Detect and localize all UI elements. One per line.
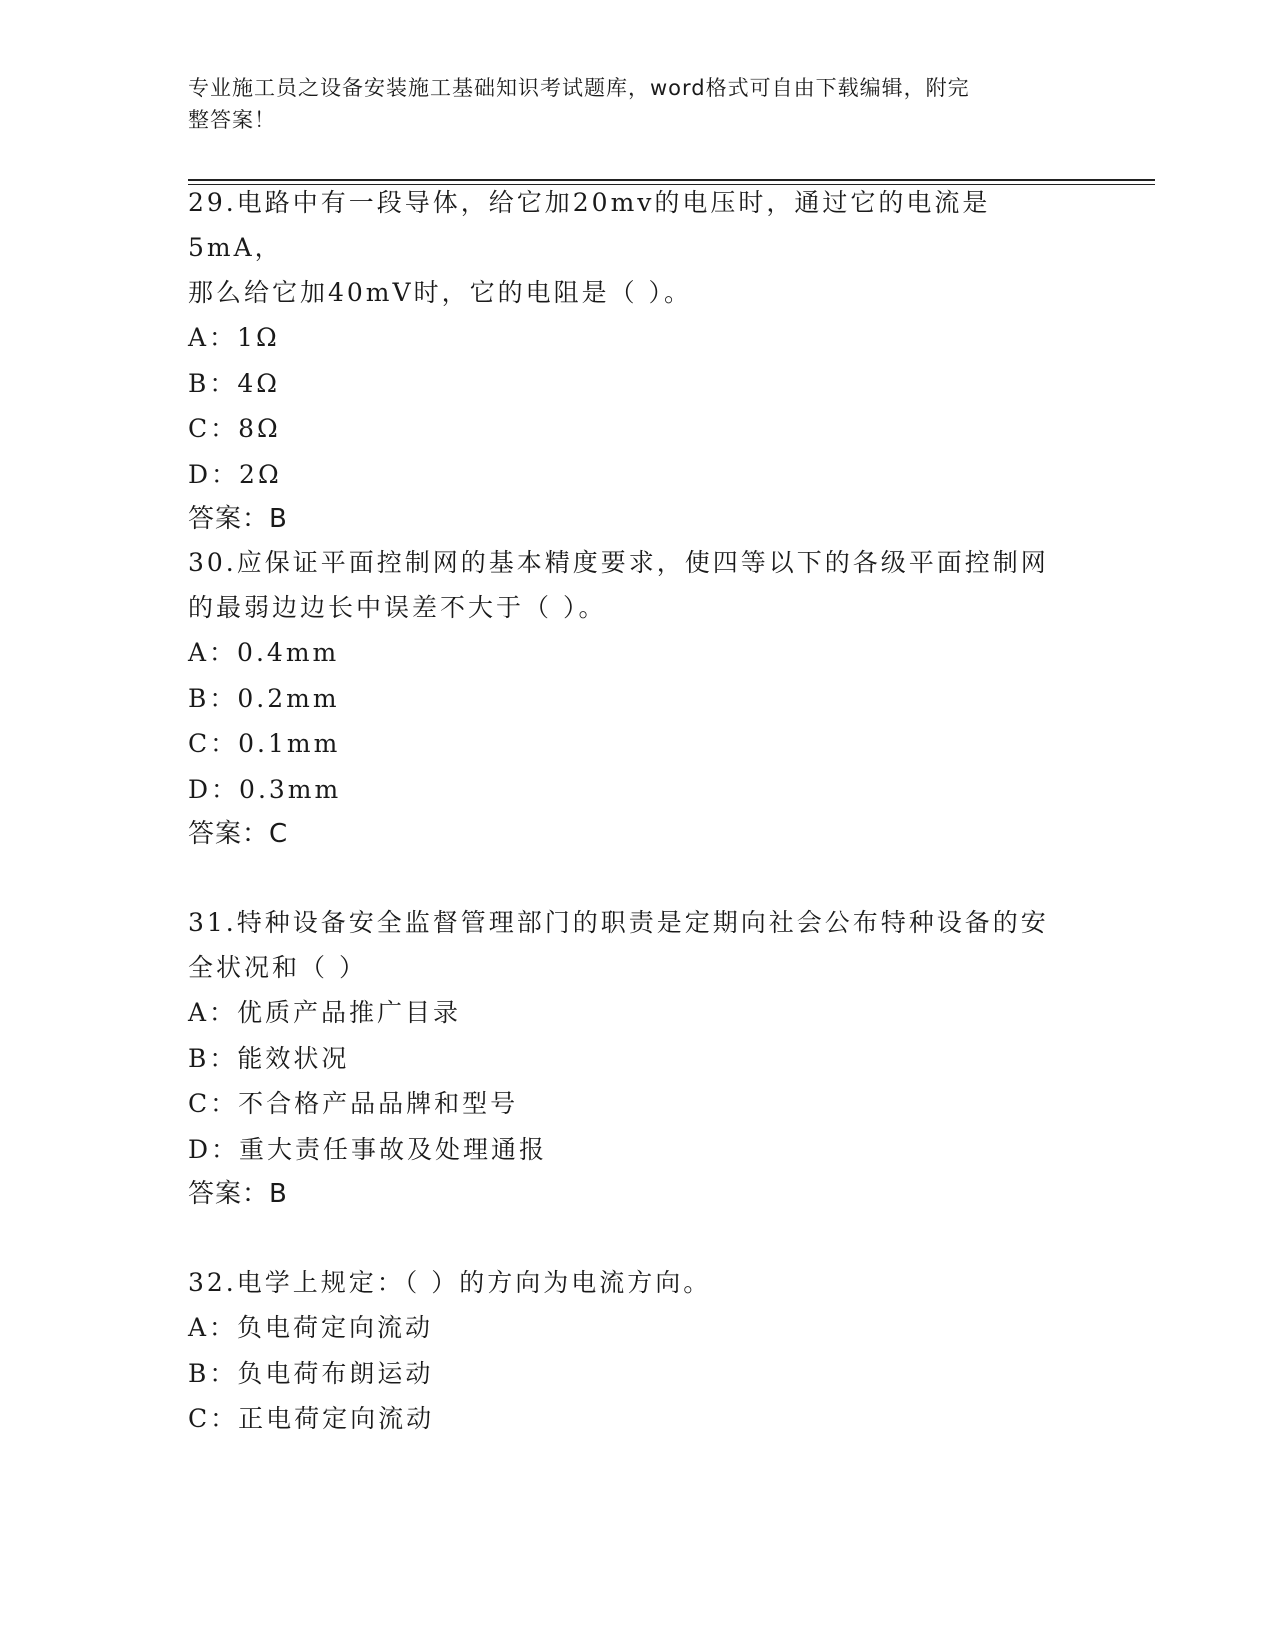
option-b: B：4Ω	[188, 368, 281, 398]
question-31	[188, 900, 1078, 1217]
question-32	[188, 1260, 1078, 1442]
question-stem-line: 32.电学上规定：（ ）的方向为电流方向。	[188, 1268, 712, 1297]
option-d: D：重大责任事故及处理通报	[188, 1134, 548, 1164]
option-c: C：8Ω	[188, 414, 281, 443]
answer-label: 答案：B	[188, 1179, 288, 1209]
option-a: A：0.4mm	[188, 638, 340, 667]
option-a: A：1Ω	[188, 323, 280, 352]
question-stem-line: 全状况和（ ）	[188, 953, 367, 982]
question-stem-line: 的最弱边边长中误差不大于（ ）。	[188, 593, 607, 622]
question-stem-line: 31.特种设备安全监督管理部门的职责是定期向社会公布特种设备的安	[188, 908, 1049, 937]
header-line-2: 整答案！	[188, 108, 276, 132]
question-stem-line: 30.应保证平面控制网的基本精度要求，使四等以下的各级平面控制网	[188, 548, 1049, 577]
question-30	[188, 540, 1078, 857]
option-b: B：0.2mm	[188, 683, 340, 713]
option-a: A：优质产品推广目录	[188, 998, 462, 1027]
option-b: B：负电荷布朗运动	[188, 1358, 434, 1388]
answer-label: 答案：C	[188, 819, 289, 849]
header-line-1: 专业施工员之设备安装施工基础知识考试题库，word格式可自由下载编辑，附完	[188, 76, 970, 100]
option-d: D：0.3mm	[188, 774, 342, 804]
question-29	[188, 180, 1078, 542]
option-c: C：不合格产品品牌和型号	[188, 1089, 519, 1118]
option-a: A：负电荷定向流动	[188, 1313, 434, 1342]
option-c: C：0.1mm	[188, 729, 341, 758]
option-d: D：2Ω	[188, 459, 282, 489]
option-b: B：能效状况	[188, 1043, 350, 1073]
answer-label: 答案：B	[188, 504, 288, 534]
question-stem-line: 那么给它加40mV时，它的电阻是（ ）。	[188, 278, 693, 307]
question-stem-line: 29.电路中有一段导体，给它加20mv的电压时，通过它的电流是5mA，	[188, 188, 991, 262]
document-header	[188, 72, 1068, 136]
option-c: C：正电荷定向流动	[188, 1404, 435, 1433]
